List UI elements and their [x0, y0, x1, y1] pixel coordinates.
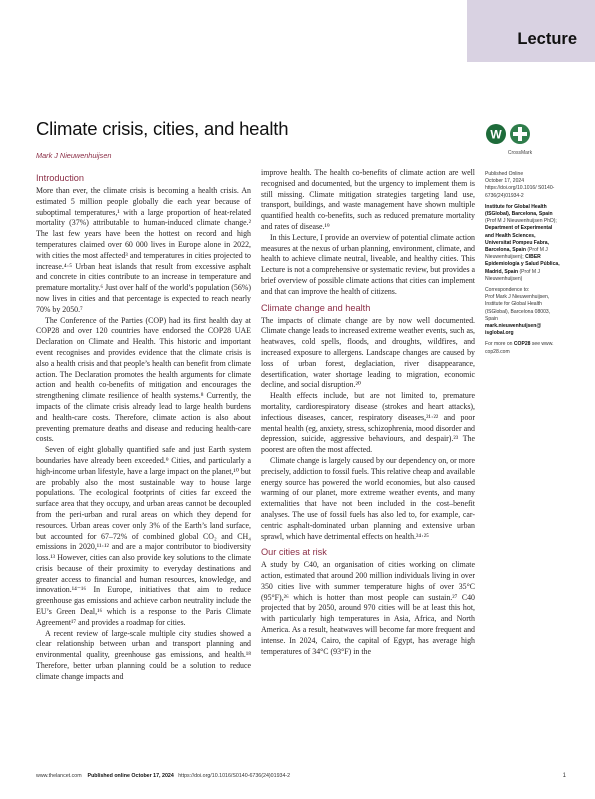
page-number: 1 — [562, 773, 566, 779]
section-tab — [467, 0, 595, 62]
paragraph: A study by C40, an organisation of cities working on climate action, estimated that around 200 million individuals living in over 350 cities live with summer temperature highs of over 35°C (95°F),²⁶ which is hotter than most people can sustain.²⁷ C40 projected that by 2050, around 970 cities will be at least this hot, with particularly high temperatures in Asia, Africa, and North America. As a result, heatwaves will become far more frequent and intense. In 2024, Cairo, the capital of Egypt, has average high temperatures of 34°C (93°F) in the — [261, 560, 475, 656]
correspondence-address: Prof Mark J Nieuwenhuijsen, Institute for Global Health (ISGlobal), Barcelona 08003, Spain — [485, 294, 551, 322]
author-name[interactable]: Mark J Nieuwenhuijsen — [36, 151, 112, 160]
article-title: Climate crisis, cities, and health — [36, 118, 289, 139]
doi-link[interactable]: https://doi.org/10.1016/ S0140-6736(24)01934-2 — [485, 185, 555, 199]
published-label: Published Online — [485, 171, 524, 177]
published-date: October 17, 2024 — [485, 178, 525, 185]
footer-published: Published online October 17, 2024 — [87, 773, 174, 779]
affiliation-name: Department of Experimental and Health Sciences, Universitat Pompeu Fabra, Barcelona, Spain — [485, 225, 553, 254]
paragraph: In this Lecture, I provide an overview of potential climate action measures at the nexus of urban planning, environment, climate, and health to achieve climate neutral, liveable, and healthy cities. This Lecture is not a comprehensive or systematic review, but provides a brief overview of possible climate actions that cities can implement and that can improve the health of citizens. — [261, 232, 475, 296]
paragraph: Climate change is largely caused by our dependency on, or more precisely, addiction to fossil fuels. This relative cheap and available energy source has powered the world economies, but also caused warming of our planet, more extreme weather events, and many externalities that have not been included in the cost–benefit analyses. The use of fossil fuels has also led to, for example, car-centric asphalt-dominated urban planning and extensive urban sprawl, which have detrimental effects on health.²⁴·²⁵ — [261, 455, 475, 541]
cop28-link[interactable]: see www. cop28.com — [485, 341, 554, 355]
affiliation-name: CIBER Epidemiología y Salud Pública, Madrid, Spain — [485, 254, 560, 275]
sidebar-notes — [485, 171, 561, 360]
paragraph: Seven of eight globally quantified safe and just Earth system boundaries have already been exceeded.⁹ Cities, and particularly a high-income urban lifestyle, have a large impact on the planet,¹⁰ but are probably also the most sustainable way to house large populations. The ecological footprints of cities far exceed the surface area that they occupy, and urban areas cannot be decoupled from the peri-urban and rural areas on which they depend for resources. Urban areas cover only 3% of the Earth’s land surface, but accounted for 67–72% of combined global CO₂ and CH₄ emissions in 2020,¹¹·¹² and are a major contributor to biodiversity loss.¹³ However, cities can also provide key solutions to the climate crisis because of their proximity to everyday destinations and greater access to financial and human resources, knowledge, and innovation.¹⁴⁻¹⁶ In Europe, initiatives that aim to reduce greenhouse gas emissions and achieve carbon neutrality include the EU’s Green Deal,¹⁶ which is a response to the Paris Climate Agreement¹⁷ and provides a roadmap for cities. — [36, 445, 251, 627]
cop28-bold: COP28 — [513, 341, 531, 348]
section-heading-climate-change: Climate change and health — [261, 302, 371, 313]
affiliation-name: Institute for Global Health (ISGlobal), Barcelona, Spain — [485, 203, 553, 218]
section-heading-introduction: Introduction — [36, 173, 85, 183]
cop28-note — [485, 341, 561, 355]
correspondence — [485, 287, 561, 337]
svg-text:CrossMark: CrossMark — [507, 150, 533, 156]
column-1 — [36, 168, 251, 683]
footer-doi[interactable]: https://doi.org/10.1016/S0140-6736(24)01934-2 — [178, 773, 291, 779]
column-2 — [261, 168, 475, 657]
crossmark-icon[interactable] — [508, 124, 533, 156]
journal-logos — [485, 122, 535, 162]
paragraph: Health effects include, but are not limited to, premature mortality, cardiorespiratory disease (strokes and heart attacks), infectious diseases, cancer, respiratory diseases,²¹·²² and poor mental health (eg, anxiety, stress, schizophrenia, mood disorder and depression, suicide, aggressive behaviours, and despair).²³ The poorest are often the most affected. — [261, 391, 475, 455]
svg-text:W: W — [490, 127, 502, 142]
paragraph: A recent review of large-scale multiple city studies showed a clear relationship between urban and transport planning and environmental quality, greenhouse gas emissions, and health.¹⁸ Therefore, better urban planning could be a solution to reduce climate change impacts and — [36, 628, 251, 681]
paragraph: improve health. The health co-benefits of climate action are well recognised and documented, but the urgency to implement them is still missing. Climate mitigation strategies targeting land use, transport, buildings, and waste management have shown multiple quantified health co-benefits, such as reduced premature mortality and rates of disease.¹⁹ — [261, 168, 475, 231]
affiliation-person: (Prof M J Nieuwenhuijsen); — [485, 247, 548, 261]
cop28-prefix: For more on — [485, 341, 513, 348]
section-label: Lecture — [517, 30, 577, 48]
paragraph: More than ever, the climate crisis is becoming a health crisis. An estimated 5 million people globally die each year because of suboptimal temperatures,¹ with a large proportion of heat-related mortality (37%) attributable to human-induced climate change.² The last few years have been the hottest on record and high temperatures claimed over 60 000 lives in Europe alone in 2022, with cities the most affected³ and temperatures in cities projected to increase.⁴·⁵ Urban heat islands that result from excessive asphalt and concrete in cities contribute to an increase in temperature and premature mortality.⁶ Just over half of the world’s population (56%) now lives in cities and that percentage is expected to reach nearly 70% by 2050.⁷ — [36, 186, 251, 314]
section-heading-cities-at-risk: Our cities at risk — [261, 547, 327, 558]
affiliation-person: (Prof M J Nieuwenhuijsen PhD); — [485, 218, 557, 225]
correspondence-email[interactable]: mark.nieuwenhuijsen@ isglobal.org — [485, 323, 542, 337]
correspondence-label: Correspondence to: — [485, 287, 530, 294]
paragraph: The Conference of the Parties (COP) had its first health day at COP28 and over 120 countries have endorsed the COP28 UAE Declaration on Climate and Health. This historic and important event recognises and provides evidence that the climate crisis is also a health crisis and that people’s health can benefit from climate action. The Declaration promotes the health arguments for climate action and health co-benefits of mitigation and encourages the strengthening climate resilience of health systems.⁸ Currently, the impacts of the climate crisis already lead to large health burdens and health-care costs. Therefore, climate action is also about preventing premature deaths and disease and reducing health-care costs. — [36, 315, 251, 444]
publication-info — [485, 171, 561, 200]
footer-site[interactable]: www.thelancet.com — [36, 773, 82, 779]
page-footer — [36, 773, 566, 779]
paragraph: The impacts of climate change are by now well documented. Climate change leads to increased extreme weather events, such as, heatwaves, cold spells, floods, and droughts, wildfires, and increased exposure to allergens. Landscape changes are caused by loss of urban forest, deglaciation, river disappearance, desertification, water shortage leading to migration, economic decline, and social disruption.²⁰ — [261, 315, 475, 390]
w-icon — [486, 124, 506, 144]
affiliation-person: (Prof M J Nieuwenhuijsen) — [485, 268, 540, 282]
affiliations — [485, 204, 561, 283]
